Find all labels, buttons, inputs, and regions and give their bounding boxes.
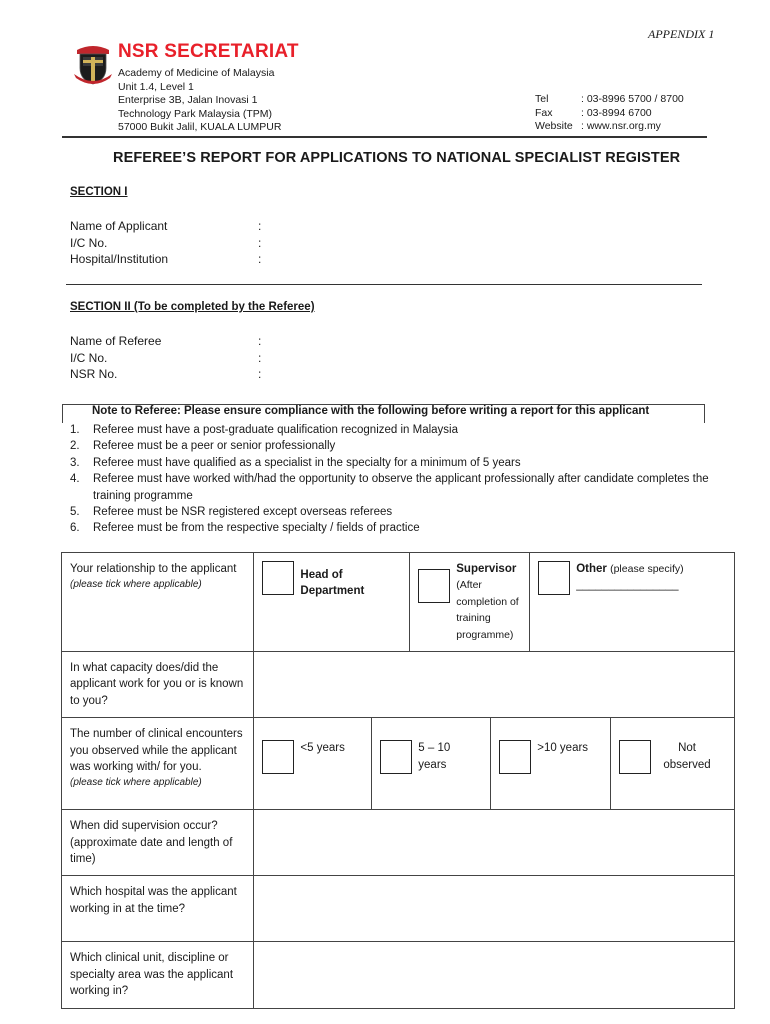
option-label: Not observed bbox=[663, 742, 711, 771]
capacity-answer-cell[interactable] bbox=[254, 652, 735, 718]
organization-name: NSR SECRETARIAT bbox=[118, 41, 299, 62]
list-number: 1. bbox=[70, 424, 80, 436]
list-number: 2. bbox=[70, 440, 80, 453]
option-label: Supervisor bbox=[456, 563, 517, 575]
note-title: Note to Referee: Please ensure compliance with the following before writing a report for this applicant bbox=[92, 405, 650, 417]
section2-fields bbox=[70, 333, 261, 383]
option-label: Head of Department bbox=[300, 569, 365, 598]
supervision-answer-cell[interactable] bbox=[254, 810, 735, 876]
field-label: I/C No. bbox=[70, 235, 108, 250]
option-sublabel: (After completion of training programme) bbox=[456, 579, 519, 641]
contact-label: Tel bbox=[535, 93, 549, 105]
organization-address bbox=[118, 67, 281, 135]
list-text: Referee must be NSR registered except overseas referees bbox=[93, 506, 393, 519]
option-label: >10 years bbox=[537, 742, 589, 755]
list-number: 3. bbox=[70, 456, 80, 469]
form-field[interactable] bbox=[70, 350, 261, 367]
not-observed-checkbox[interactable] bbox=[619, 740, 651, 774]
over-10-years-checkbox[interactable] bbox=[499, 740, 531, 774]
other-checkbox[interactable] bbox=[538, 561, 570, 595]
field-label: Name of Applicant bbox=[70, 219, 168, 233]
form-title: REFEREE’S REPORT FOR APPLICATIONS TO NATIONAL SPECIALIST REGISTER bbox=[113, 150, 681, 166]
table-row bbox=[62, 652, 735, 718]
table-row bbox=[62, 718, 735, 810]
list-item bbox=[70, 422, 723, 438]
section2-heading: SECTION II (To be completed by the Referee) bbox=[70, 301, 315, 313]
option-label: Other bbox=[576, 563, 607, 575]
list-item bbox=[70, 520, 723, 536]
hospital-question: Which hospital was the applicant working in at the time? bbox=[62, 876, 254, 942]
header-divider bbox=[62, 136, 707, 138]
other-option[interactable] bbox=[530, 553, 735, 652]
supervisor-option[interactable] bbox=[410, 553, 530, 652]
address-line: Technology Park Malaysia (TPM) bbox=[118, 107, 273, 120]
tick-hint: (please tick where applicable) bbox=[70, 777, 202, 789]
table-row bbox=[62, 942, 735, 1008]
field-colon: : bbox=[258, 350, 262, 365]
table-row bbox=[62, 876, 735, 942]
list-item bbox=[70, 438, 723, 454]
form-field[interactable] bbox=[70, 251, 261, 268]
field-label: NSR No. bbox=[70, 367, 118, 381]
head-of-department-checkbox[interactable] bbox=[262, 561, 294, 595]
under-5-years-option[interactable] bbox=[254, 718, 372, 810]
form-field[interactable] bbox=[70, 218, 261, 235]
table-row bbox=[62, 553, 735, 652]
list-text: Referee must be a peer or senior professionally bbox=[93, 440, 336, 453]
form-field[interactable] bbox=[70, 366, 261, 383]
5-to-10-years-option[interactable] bbox=[372, 718, 491, 810]
field-label: Hospital/Institution bbox=[70, 252, 169, 266]
supervision-question: When did supervision occur? (approximate date and length of time) bbox=[62, 810, 254, 876]
contact-value: : www.nsr.org.my bbox=[581, 120, 661, 133]
relationship-question: Your relationship to the applicant bbox=[70, 563, 237, 575]
appendix-label: APPENDIX 1 bbox=[648, 27, 715, 41]
unit-answer-cell[interactable] bbox=[254, 942, 735, 1008]
form-field[interactable] bbox=[70, 333, 261, 350]
not-observed-option[interactable] bbox=[611, 718, 735, 810]
field-colon: : bbox=[258, 252, 262, 266]
field-colon: : bbox=[258, 367, 262, 381]
contact-info bbox=[535, 93, 684, 134]
supervisor-checkbox[interactable] bbox=[418, 569, 450, 603]
5-to-10-years-checkbox[interactable] bbox=[380, 740, 412, 774]
list-item bbox=[70, 504, 723, 520]
hospital-answer-cell[interactable] bbox=[254, 876, 735, 942]
field-label: Name of Referee bbox=[70, 334, 162, 348]
field-colon: : bbox=[258, 219, 262, 233]
list-text: Referee must have a post-graduate qualification recognized in Malaysia bbox=[93, 424, 459, 436]
form-field[interactable] bbox=[70, 235, 261, 252]
list-text: Referee must have worked with/had the opportunity to observe the applicant professionally after candidate completes the training programme bbox=[93, 473, 709, 502]
section1-heading: SECTION I bbox=[70, 186, 128, 198]
contact-value: : 03-8994 6700 bbox=[581, 106, 652, 119]
section-divider bbox=[66, 284, 702, 285]
address-line: Academy of Medicine of Malaysia bbox=[118, 67, 275, 79]
head-of-department-option[interactable] bbox=[254, 553, 410, 652]
specify-line[interactable]: ________________ bbox=[576, 579, 679, 592]
field-colon: : bbox=[258, 235, 262, 250]
address-line: Unit 1.4, Level 1 bbox=[118, 80, 194, 93]
note-list bbox=[70, 422, 723, 537]
address-line: 57000 Bukit Jalil, KUALA LUMPUR bbox=[118, 121, 282, 134]
field-label: I/C No. bbox=[70, 350, 108, 365]
capacity-question: In what capacity does/did the applicant work for you or is known to you? bbox=[62, 652, 254, 718]
address-line: Enterprise 3B, Jalan Inovasi 1 bbox=[118, 94, 258, 107]
contact-label: Website bbox=[535, 120, 573, 133]
referee-details-table bbox=[61, 552, 735, 1009]
academy-crest-logo bbox=[74, 44, 112, 86]
tick-hint: (please tick where applicable) bbox=[70, 579, 202, 591]
contact-value: : 03-8996 5700 / 8700 bbox=[581, 93, 684, 105]
section1-fields bbox=[70, 218, 261, 268]
encounters-question: The number of clinical encounters you observed while the applicant was working with/ for you. bbox=[70, 728, 243, 774]
list-text: Referee must be from the respective specialty / fields of practice bbox=[93, 522, 420, 535]
list-number: 6. bbox=[70, 522, 80, 535]
relationship-question-cell bbox=[62, 553, 254, 652]
list-text: Referee must have qualified as a specialist in the specialty for a minimum of 5 years bbox=[93, 456, 521, 469]
list-number: 4. bbox=[70, 473, 80, 486]
field-colon: : bbox=[258, 334, 262, 348]
over-10-years-option[interactable] bbox=[491, 718, 611, 810]
contact-label: Fax bbox=[535, 106, 553, 119]
unit-question: Which clinical unit, discipline or specialty area was the applicant working in? bbox=[62, 942, 254, 1008]
list-number: 5. bbox=[70, 506, 80, 519]
table-row bbox=[62, 810, 735, 876]
option-sublabel: (please specify) bbox=[610, 563, 684, 575]
option-label: 5 – 10 years bbox=[418, 742, 451, 771]
option-label: <5 years bbox=[300, 742, 345, 755]
list-item bbox=[70, 471, 723, 504]
under-5-years-checkbox[interactable] bbox=[262, 740, 294, 774]
encounters-question-cell bbox=[62, 718, 254, 810]
list-item bbox=[70, 455, 723, 471]
